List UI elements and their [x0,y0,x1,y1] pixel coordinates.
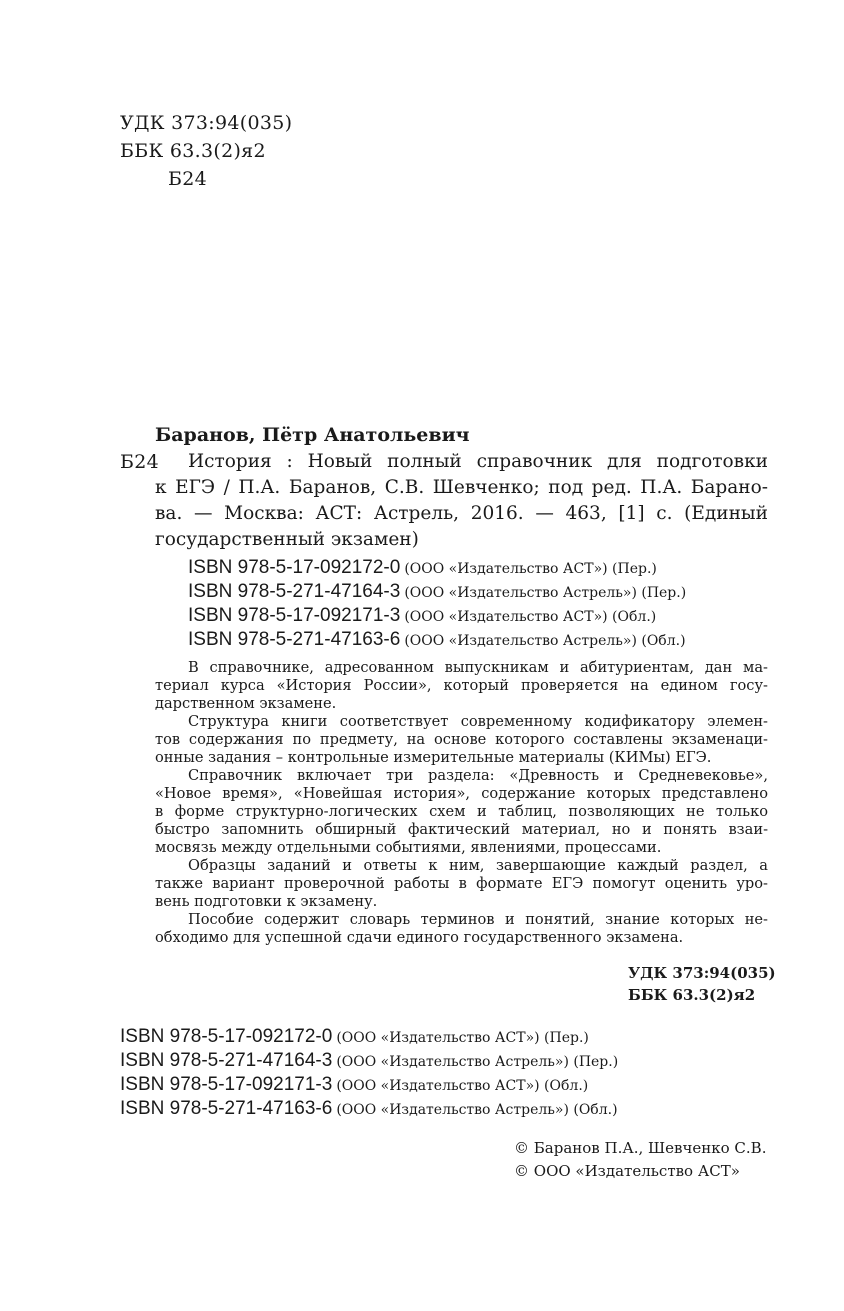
annotation-line: В справочнике, адресованном выпускникам и абитуриентам, дан ма- [188,659,768,676]
annotation-line: Структура книги соответствует современному кодификатору элемен- [188,713,768,730]
annotation-line: мосвязь между отдельными событиями, явлениями, процессами. [155,839,662,856]
copyright-publisher: © ООО «Издательство АСТ» [514,1162,740,1180]
isbn-block-number: ISBN 978-5-17-092172-0 [120,1026,333,1047]
annotation-line: териал курса «История России», который проверяется на едином госу- [155,677,768,694]
entry-isbn-number: ISBN 978-5-17-092172-0 [188,557,401,578]
entry-isbn-row [188,581,686,603]
isbn-block-publisher: (ООО «Издательство АСТ») (Пер.) [336,1030,589,1046]
header-udk: УДК 373:94(035) [120,112,293,134]
entry-isbn-row [188,557,657,579]
isbn-block-row [120,1050,618,1072]
isbn-block-row [120,1098,618,1120]
classification-udk: УДК 373:94(035) [628,964,776,982]
entry-isbn-number: ISBN 978-5-271-47164-3 [188,581,401,602]
entry-desc-line-3: ва. — Москва: АСТ: Астрель, 2016. — 463, [1] с. (Единый [155,503,768,524]
entry-desc-line-2: к ЕГЭ / П.А. Баранов, С.В. Шевченко; под ред. П.А. Барано- [155,477,768,498]
annotation-line: быстро запомнить обширный фактический материал, но и понять взаи- [155,821,768,838]
entry-isbn-publisher: (ООО «Издательство АСТ») (Пер.) [404,561,657,577]
annotation-line: «Новое время», «Новейшая история», содержание которых представлено [155,785,768,802]
entry-desc-line-1: История : Новый полный справочник для подготовки [188,451,768,472]
isbn-block-publisher: (ООО «Издательство Астрель») (Обл.) [336,1102,618,1118]
copyright-authors: © Баранов П.А., Шевченко С.В. [514,1139,767,1157]
isbn-block-row [120,1026,589,1048]
entry-isbn-number: ISBN 978-5-17-092171-3 [188,605,401,626]
annotation-line: обходимо для успешной сдачи единого государственного экзамена. [155,929,684,946]
entry-author: Баранов, Пётр Анатольевич [155,424,470,446]
classification-bbk: ББК 63.3(2)я2 [628,986,756,1004]
entry-desc-line-4: государственный экзамен) [155,529,419,550]
entry-isbn-row [188,605,656,627]
entry-isbn-publisher: (ООО «Издательство Астрель») (Пер.) [404,585,687,601]
isbn-block-row [120,1074,588,1096]
isbn-block-publisher: (ООО «Издательство Астрель») (Пер.) [336,1054,619,1070]
header-bbk: ББК 63.3(2)я2 [120,140,266,162]
annotation-line: в форме структурно-логических схем и таблиц, позволяющих не только [155,803,768,820]
entry-isbn-publisher: (ООО «Издательство АСТ») (Обл.) [404,609,657,625]
header-code: Б24 [168,168,208,190]
entry-code: Б24 [120,451,160,473]
annotation-line: также вариант проверочной работы в формате ЕГЭ помогут оценить уро- [155,875,768,892]
annotation-line: онные задания – контрольные измерительные материалы (КИМы) ЕГЭ. [155,749,712,766]
annotation-line: тов содержания по предмету, на основе которого составлены экзаменаци- [155,731,768,748]
entry-isbn-publisher: (ООО «Издательство Астрель») (Обл.) [404,633,686,649]
entry-isbn-row [188,629,686,651]
isbn-block-number: ISBN 978-5-17-092171-3 [120,1074,333,1095]
annotation-line: Справочник включает три раздела: «Древность и Средневековье», [188,767,768,784]
entry-isbn-number: ISBN 978-5-271-47163-6 [188,629,401,650]
annotation-line: дарственном экзамене. [155,695,337,712]
annotation-line: Пособие содержит словарь терминов и понятий, знание которых не- [188,911,768,928]
isbn-block-number: ISBN 978-5-271-47164-3 [120,1050,333,1071]
isbn-block-publisher: (ООО «Издательство АСТ») (Обл.) [336,1078,589,1094]
annotation-line: вень подготовки к экзамену. [155,893,378,910]
annotation-line: Образцы заданий и ответы к ним, завершающие каждый раздел, а [188,857,768,874]
isbn-block-number: ISBN 978-5-271-47163-6 [120,1098,333,1119]
